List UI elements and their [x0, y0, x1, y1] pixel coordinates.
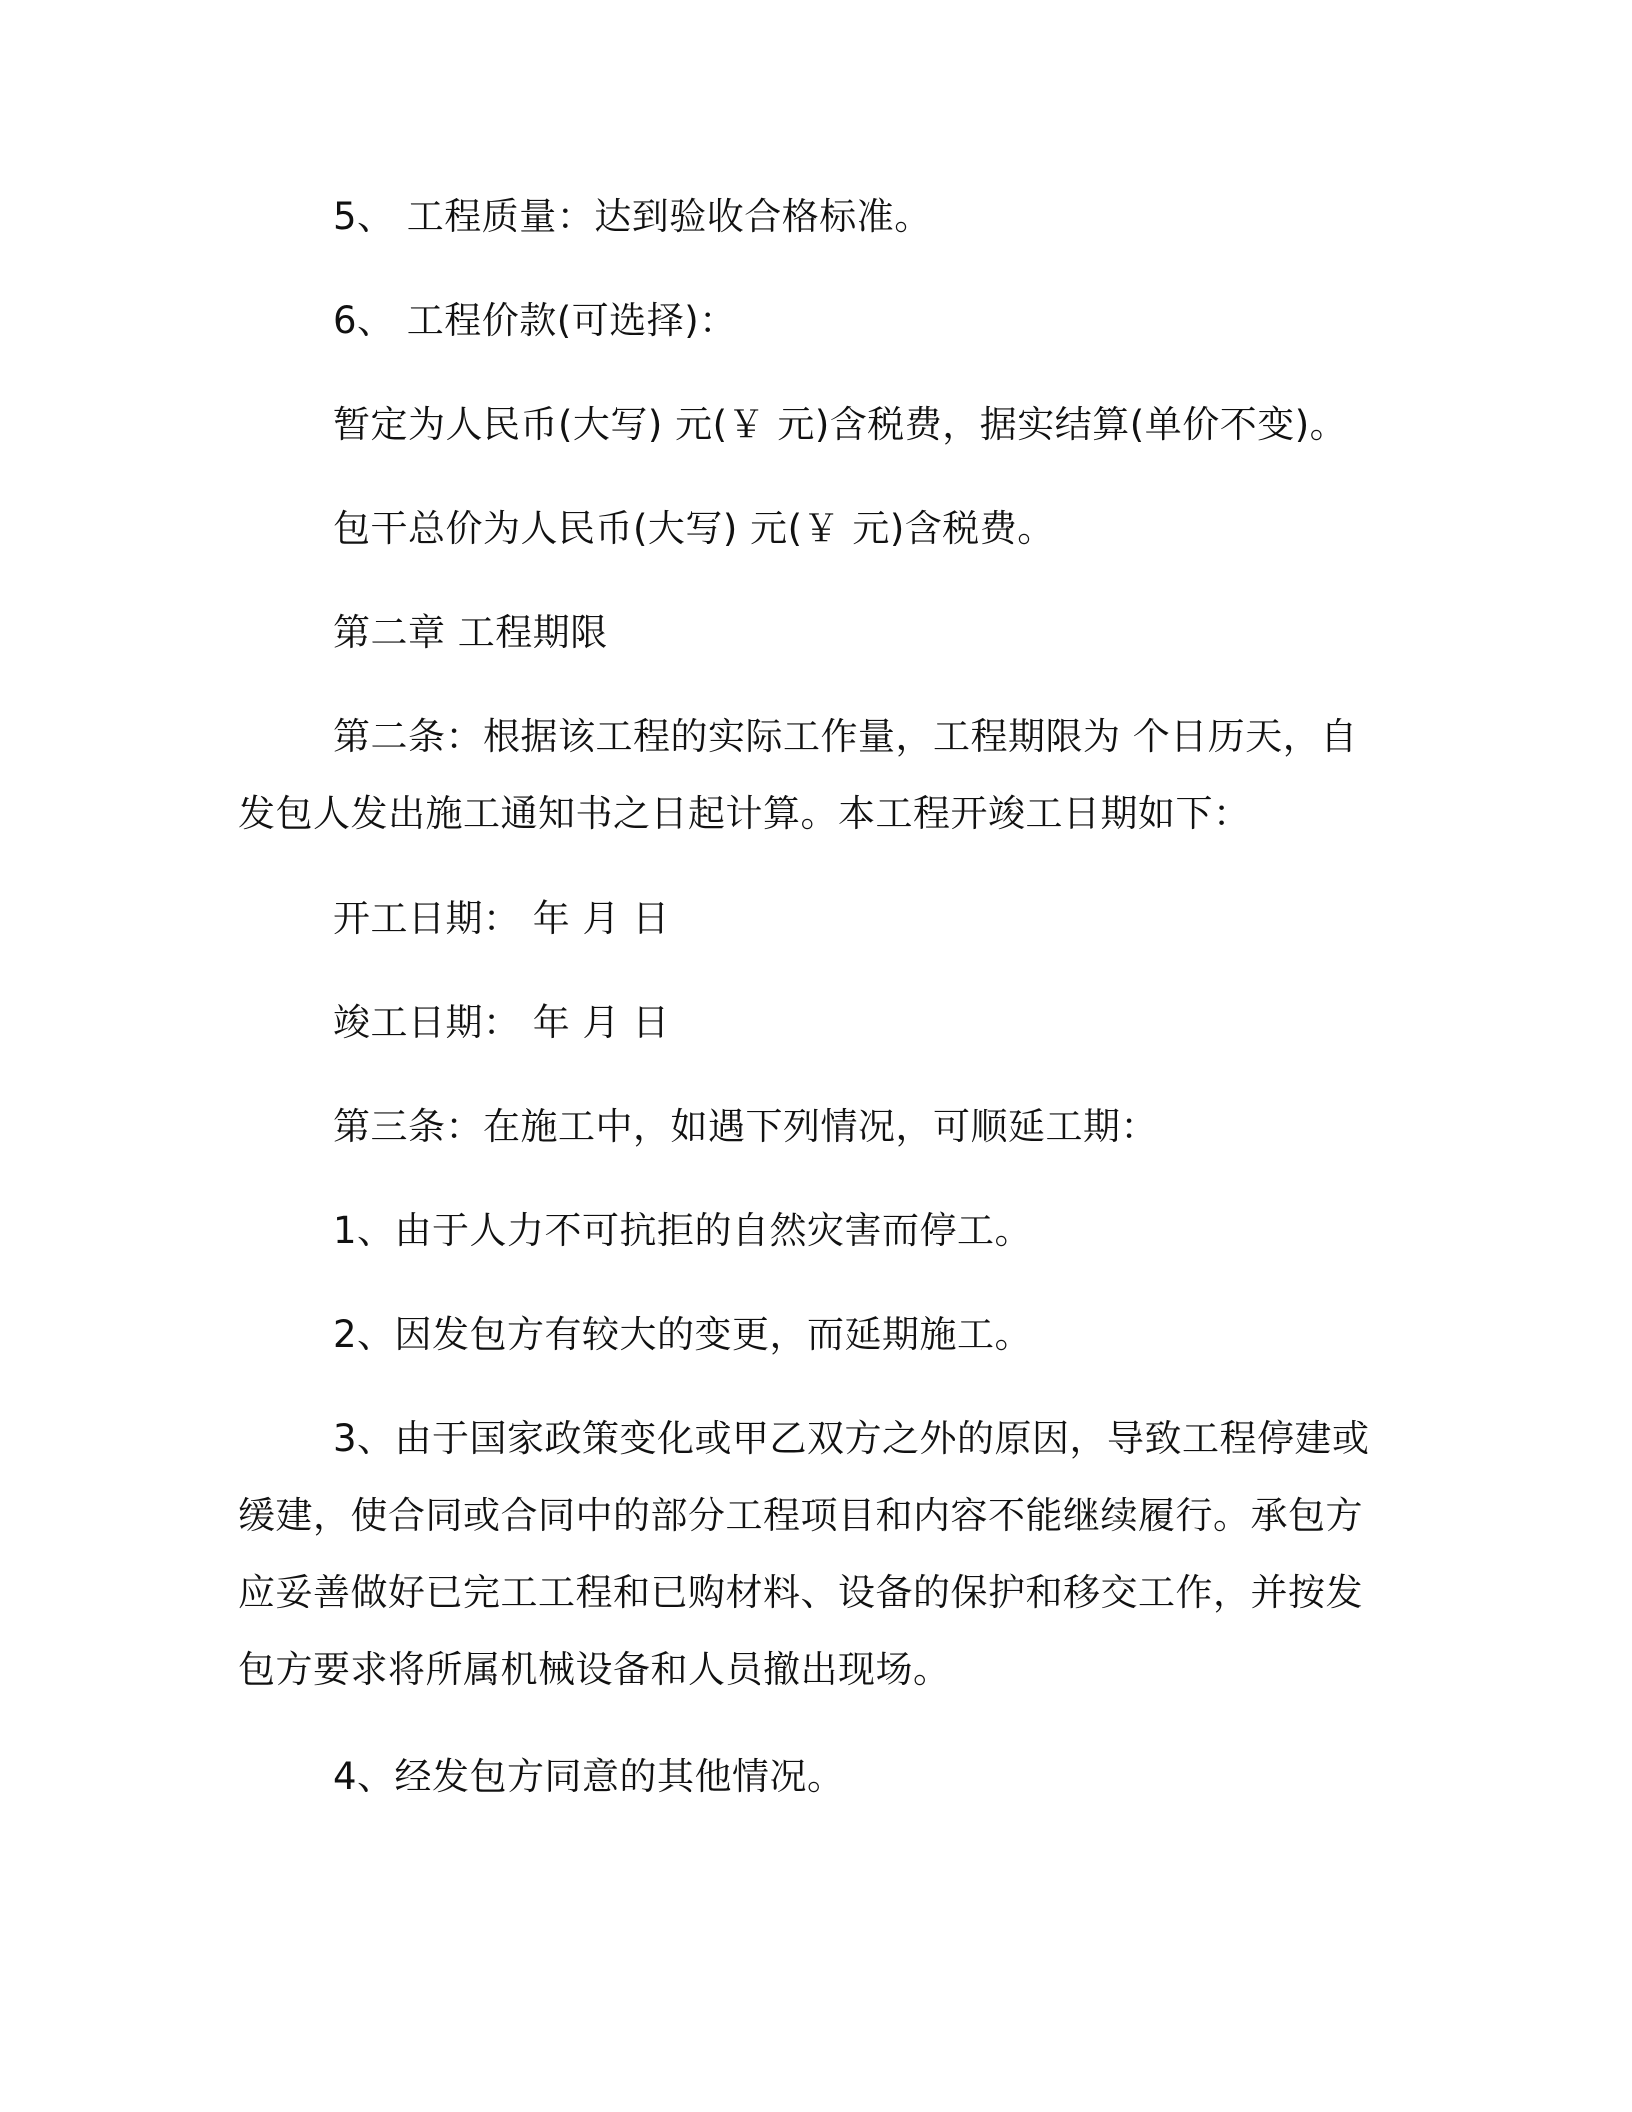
- price-option-provisional: 暂定为人民币(大写) 元(￥ 元)含税费，据实结算(单价不变)。: [333, 403, 1348, 446]
- clause-price-heading: 6、 工程价款(可选择)：: [333, 299, 737, 342]
- completion-date-line: 竣工日期： 年 月 日: [333, 1001, 670, 1044]
- extension-item-2: 2、因发包方有较大的变更，而延期施工。: [333, 1313, 1033, 1356]
- article-two: 第二条：根据该工程的实际工作量，工程期限为 个日历天，自发包人发出施工通知书之日起计算。本工程开竣工日期如下：: [238, 715, 1358, 835]
- article-three: 第三条：在施工中，如遇下列情况，可顺延工期：: [333, 1105, 1158, 1148]
- chapter-two-heading: 第二章 工程期限: [333, 611, 608, 654]
- price-option-lump-sum: 包干总价为人民币(大写) 元(￥ 元)含税费。: [333, 507, 1055, 550]
- extension-item-1: 1、由于人力不可抗拒的自然灾害而停工。: [333, 1209, 1033, 1252]
- clause-quality: 5、 工程质量：达到验收合格标准。: [333, 195, 932, 238]
- extension-item-4: 4、经发包方同意的其他情况。: [333, 1755, 845, 1798]
- extension-item-3: 3、由于国家政策变化或甲乙双方之外的原因，导致工程停建或缓建，使合同或合同中的部分工程项目和内容不能继续履行。承包方应妥善做好已完工工程和已购材料、设备的保护和移交工作，并按发包方要求将所属机械设备和人员撤出现场。: [238, 1417, 1370, 1691]
- start-date-line: 开工日期： 年 月 日: [333, 897, 670, 940]
